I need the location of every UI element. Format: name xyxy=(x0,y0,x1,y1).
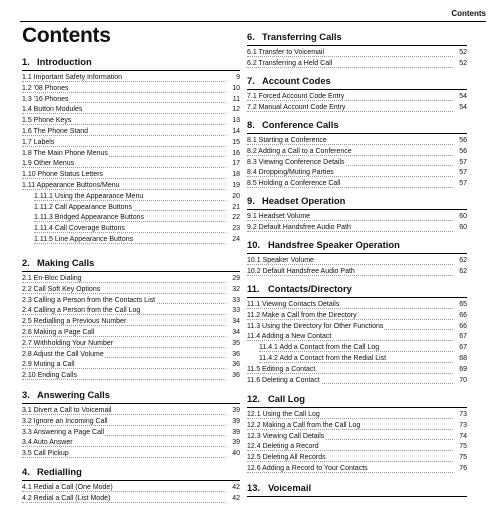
toc-entry[interactable] xyxy=(22,317,240,328)
toc-entry[interactable] xyxy=(247,59,467,70)
entry-page-number: 33 xyxy=(230,296,240,307)
dot-leader xyxy=(247,340,453,341)
entry-page-number: 39 xyxy=(230,406,240,417)
toc-entry[interactable] xyxy=(247,256,467,267)
toc-entry[interactable] xyxy=(22,274,240,285)
entry-label: 11.3 Using the Directory for Other Functions xyxy=(247,322,384,330)
entry-page-number: 76 xyxy=(457,464,467,475)
entry-label: 1.8 The Main Phone Menus xyxy=(22,149,108,157)
entry-label: 3.3 Answering a Page Call xyxy=(22,428,105,436)
entry-label: 3.5 Call Pickup xyxy=(22,450,69,458)
section-rule xyxy=(22,271,240,272)
toc-section xyxy=(22,55,240,246)
section-number: 9. xyxy=(247,195,255,206)
entry-label: 1.2 '08 Phones xyxy=(22,84,69,92)
entry-label: 2.8 Adjust the Call Volume xyxy=(22,350,104,358)
section-title: Making Calls xyxy=(37,257,95,268)
section-heading[interactable] xyxy=(22,465,240,479)
section-title: Redialling xyxy=(37,466,82,477)
dot-leader xyxy=(22,457,226,458)
toc-entry[interactable] xyxy=(247,158,467,169)
header-rule xyxy=(20,21,486,22)
entry-page-number: 19 xyxy=(230,181,240,192)
entry-page-number: 24 xyxy=(230,235,240,246)
section-heading[interactable] xyxy=(247,30,467,44)
entry-page-number: 23 xyxy=(230,224,240,235)
page-title: Contents xyxy=(22,24,111,47)
dot-leader xyxy=(247,176,453,177)
toc-entry[interactable] xyxy=(247,332,467,343)
toc-entry[interactable] xyxy=(22,360,240,371)
toc-entry[interactable] xyxy=(22,235,240,246)
section-number: 3. xyxy=(22,389,30,400)
section-rule xyxy=(247,45,467,46)
entry-page-number: 57 xyxy=(457,179,467,190)
toc-entry[interactable] xyxy=(22,417,240,428)
entry-page-number: 75 xyxy=(457,442,467,453)
toc-entry[interactable] xyxy=(247,147,467,158)
entry-page-number: 69 xyxy=(457,365,467,376)
entry-page-number: 39 xyxy=(230,417,240,428)
entry-label: 11.1 Viewing Contacts Details xyxy=(247,301,340,308)
toc-entry[interactable] xyxy=(247,179,467,190)
entry-page-number: 9 xyxy=(234,73,240,84)
entry-label: 3.2 Ignore an Incoming Call xyxy=(22,417,108,425)
toc-entry[interactable] xyxy=(22,192,240,203)
toc-entry[interactable] xyxy=(247,376,467,387)
section-title: Call Log xyxy=(268,393,305,404)
entry-label: 1.3 '16 Phones xyxy=(22,95,69,103)
entry-page-number: 17 xyxy=(230,159,240,170)
toc-entry[interactable] xyxy=(22,105,240,116)
section-rule xyxy=(247,253,467,254)
dot-leader xyxy=(34,221,226,222)
entry-label: 2.6 Making a Page Call xyxy=(22,328,95,336)
entry-page-number: 10 xyxy=(230,84,240,95)
toc-entry[interactable] xyxy=(22,181,240,192)
section-number: 1. xyxy=(22,56,30,67)
entry-label: 9.1 Headset Volume xyxy=(247,213,311,220)
toc-entry[interactable] xyxy=(247,103,467,114)
section-number: 10. xyxy=(247,239,261,250)
section-title: Transferring Calls xyxy=(262,31,342,42)
entry-page-number: 70 xyxy=(457,376,467,387)
section-heading[interactable] xyxy=(247,282,467,296)
toc-section xyxy=(247,392,467,475)
entry-label: 4.1 Redial a Call (One Mode) xyxy=(22,484,113,491)
toc-entry[interactable] xyxy=(247,48,467,59)
toc-section xyxy=(247,194,467,234)
entry-page-number: 52 xyxy=(457,48,467,59)
entry-page-number: 11 xyxy=(231,95,240,106)
entry-label: 1.1 Important Safety Information xyxy=(22,74,122,81)
entry-label: 6.2 Transferring a Held Call xyxy=(247,59,333,67)
entry-page-number: 39 xyxy=(230,438,240,449)
entry-label: 1.11.4 Call Coverage Buttons xyxy=(34,225,125,233)
toc-entry[interactable] xyxy=(22,328,240,339)
entry-label: 1.10 Phone Status Letters xyxy=(22,171,103,179)
entry-page-number: 36 xyxy=(230,371,240,382)
dot-leader xyxy=(22,314,226,315)
entry-label: 8.3 Viewing Conference Details xyxy=(247,158,345,166)
dot-leader xyxy=(22,113,226,114)
entry-label: 12.2 Making a Call from the Call Log xyxy=(247,421,361,429)
section-title: Contacts/Directory xyxy=(268,283,352,294)
toc-entry[interactable] xyxy=(22,138,240,149)
section-number: 7. xyxy=(247,75,255,86)
entry-label: 12.1 Using the Call Log xyxy=(247,411,320,418)
toc-entry[interactable] xyxy=(247,322,467,333)
entry-page-number: 62 xyxy=(457,256,467,267)
section-number: 11. xyxy=(247,283,260,294)
dot-leader xyxy=(259,351,453,352)
section-heading[interactable] xyxy=(247,118,467,132)
entry-page-number: 67 xyxy=(457,332,467,343)
toc-entry[interactable] xyxy=(247,311,467,322)
section-rule xyxy=(247,297,467,298)
toc-entry[interactable] xyxy=(22,224,240,235)
entry-label: 2.1 En-Bloc Dialing xyxy=(22,275,82,282)
entry-label: 2.10 Ending Calls xyxy=(22,372,77,380)
dot-leader xyxy=(34,232,226,233)
toc-section xyxy=(247,481,467,499)
section-number: 4. xyxy=(22,466,30,477)
entry-page-number: 22 xyxy=(230,213,240,224)
section-rule xyxy=(247,133,467,134)
toc-entry[interactable] xyxy=(22,84,240,95)
entry-page-number: 66 xyxy=(457,322,467,333)
entry-page-number: 60 xyxy=(457,223,467,234)
entry-page-number: 66 xyxy=(457,311,467,322)
entry-label: 7.1 Forced Account Code Entry xyxy=(247,93,345,100)
entry-label: 1.11.3 Bridged Appearance Buttons xyxy=(34,214,145,222)
toc-entry[interactable] xyxy=(247,354,467,365)
toc-entry[interactable] xyxy=(22,203,240,214)
section-title: Answering Calls xyxy=(37,389,110,400)
toc-entry[interactable] xyxy=(22,371,240,382)
toc-section xyxy=(22,388,240,460)
toc-entry[interactable] xyxy=(247,432,467,443)
toc-entry[interactable] xyxy=(22,213,240,224)
section-heading[interactable] xyxy=(22,55,240,69)
entry-page-number: 54 xyxy=(457,103,467,114)
entry-page-number: 39 xyxy=(230,428,240,439)
dot-leader xyxy=(22,379,226,380)
entry-label: 12.3 Viewing Call Details xyxy=(247,432,325,440)
section-number: 13. xyxy=(247,482,261,493)
toc-entry[interactable] xyxy=(247,92,467,103)
toc-section xyxy=(247,74,467,114)
toc-section xyxy=(22,256,240,382)
dot-leader xyxy=(22,178,226,179)
toc-entry[interactable] xyxy=(22,449,240,460)
entry-page-number: 75 xyxy=(457,453,467,464)
dot-leader xyxy=(247,450,453,451)
entry-label: 1.11.2 Call Appearance Buttons xyxy=(34,203,132,211)
dot-leader xyxy=(247,187,453,188)
entry-page-number: 42 xyxy=(230,494,240,505)
entry-label: 11.6 Deleting a Contact xyxy=(247,376,320,384)
entry-label: 10.2 Default Handsfree Audio Path xyxy=(247,267,355,275)
entry-label: 3.1 Divert a Call to Voicemail xyxy=(22,407,112,414)
toc-section xyxy=(247,118,467,190)
entry-label: 2.9 Muting a Call xyxy=(22,361,75,369)
section-heading[interactable] xyxy=(22,256,240,270)
section-rule xyxy=(247,407,467,408)
entry-page-number: 18 xyxy=(230,170,240,181)
dot-leader xyxy=(22,368,226,369)
entry-page-number: 36 xyxy=(230,360,240,371)
toc-entry[interactable] xyxy=(22,159,240,170)
toc-entry[interactable] xyxy=(247,223,467,234)
dot-leader xyxy=(247,461,453,462)
section-rule xyxy=(247,496,467,497)
section-heading[interactable] xyxy=(247,392,467,406)
entry-label: 1.7 Labels xyxy=(22,138,55,146)
toc-entry[interactable] xyxy=(22,438,240,449)
entry-page-number: 73 xyxy=(457,421,467,432)
entry-label: 11.4 Adding a New Contact xyxy=(247,333,332,341)
section-heading[interactable] xyxy=(247,74,467,88)
toc-entry[interactable] xyxy=(22,428,240,439)
entry-label: 2.5 Redialling a Previous Number xyxy=(22,318,127,326)
toc-entry[interactable] xyxy=(22,406,240,417)
entry-page-number: 56 xyxy=(457,147,467,158)
entry-label: 8.5 Holding a Conference Call xyxy=(247,180,341,188)
section-title: Conference Calls xyxy=(262,119,339,130)
toc-entry[interactable] xyxy=(22,306,240,317)
running-header xyxy=(0,0,500,24)
entry-label: 2.4 Calling a Person from the Call Log xyxy=(22,307,141,315)
entry-page-number: 34 xyxy=(230,328,240,339)
entry-label: 12.6 Adding a Record to Your Contacts xyxy=(247,464,368,472)
toc-entry[interactable] xyxy=(22,149,240,160)
section-rule xyxy=(22,403,240,404)
entry-page-number: 32 xyxy=(230,285,240,296)
toc-entry[interactable] xyxy=(22,116,240,127)
entry-page-number: 12 xyxy=(230,105,240,116)
toc-section xyxy=(22,465,240,505)
toc-entry[interactable] xyxy=(247,300,467,311)
entry-page-number: 68 xyxy=(457,354,467,365)
section-rule xyxy=(247,89,467,90)
dot-leader xyxy=(22,167,226,168)
entry-label: 10.1 Speaker Volume xyxy=(247,257,314,264)
entry-label: 1.11.1 Using the Appearance Menu xyxy=(34,192,144,200)
entry-page-number: 34 xyxy=(230,317,240,328)
entry-page-number: 57 xyxy=(457,168,467,179)
section-title: Headset Operation xyxy=(262,195,346,206)
toc-section xyxy=(247,30,467,70)
entry-label: 11.4.2 Add a Contact from the Redial List xyxy=(259,354,387,362)
entry-page-number: 65 xyxy=(457,300,467,311)
entry-page-number: 54 xyxy=(457,92,467,103)
toc-entry[interactable] xyxy=(247,168,467,179)
entry-page-number: 40 xyxy=(230,449,240,460)
entry-label: 2.2 Call Soft Key Options xyxy=(22,285,101,293)
section-number: 8. xyxy=(247,119,255,130)
entry-page-number: 74 xyxy=(457,432,467,443)
section-title: Introduction xyxy=(37,56,92,67)
dot-leader xyxy=(22,124,226,125)
toc-entry[interactable] xyxy=(247,365,467,376)
entry-page-number: 60 xyxy=(457,212,467,223)
section-number: 6. xyxy=(247,31,255,42)
section-number: 2. xyxy=(22,257,30,268)
entry-page-number: 14 xyxy=(230,127,240,138)
toc-entry[interactable] xyxy=(22,296,240,307)
entry-page-number: 16 xyxy=(230,149,240,160)
toc-entry[interactable] xyxy=(22,350,240,361)
toc-entry[interactable] xyxy=(247,464,467,475)
entry-page-number: 20 xyxy=(230,192,240,203)
entry-label: 12.4 Deleting a Record xyxy=(247,443,319,451)
section-heading[interactable] xyxy=(247,481,467,495)
dot-leader xyxy=(22,325,226,326)
entry-label: 11.4.1 Add a Contact from the Call Log xyxy=(259,344,380,352)
toc-entry[interactable] xyxy=(22,127,240,138)
toc-entry[interactable] xyxy=(22,95,240,106)
toc-entry[interactable] xyxy=(22,494,240,505)
entry-label: 11.2 Make a Call from the Directory xyxy=(247,311,357,319)
toc-section xyxy=(247,282,467,386)
entry-label: 6.1 Transfer to Voicemail xyxy=(247,49,325,56)
section-title: Voicemail xyxy=(268,482,312,493)
section-title: Account Codes xyxy=(262,75,331,86)
entry-page-number: 21 xyxy=(230,203,240,214)
toc-entry[interactable] xyxy=(22,170,240,181)
toc-entry[interactable] xyxy=(247,343,467,354)
entry-label: 8.4 Dropping/Muting Parties xyxy=(247,169,334,177)
dot-leader xyxy=(22,446,226,447)
entry-label: 2.3 Calling a Person from the Contacts List xyxy=(22,296,156,304)
toc-entry[interactable] xyxy=(22,285,240,296)
section-title: Handsfree Speaker Operation xyxy=(268,239,400,250)
entry-label: 7.2 Manual Account Code Entry xyxy=(247,103,346,111)
section-rule xyxy=(247,209,467,210)
entry-page-number: 36 xyxy=(230,350,240,361)
entry-page-number: 29 xyxy=(230,274,240,285)
toc-entry[interactable] xyxy=(247,442,467,453)
entry-label: 11.5 Editing a Contact xyxy=(247,365,316,373)
entry-label: 8.2 Adding a Call to a Conference xyxy=(247,147,352,155)
running-header-title: Contents xyxy=(451,9,486,18)
toc-entry[interactable] xyxy=(22,73,240,84)
entry-page-number: 57 xyxy=(457,158,467,169)
toc-section xyxy=(247,238,467,278)
entry-page-number: 73 xyxy=(457,410,467,421)
toc-entry[interactable] xyxy=(247,453,467,464)
entry-label: 1.9 Other Menus xyxy=(22,160,75,168)
entry-page-number: 52 xyxy=(457,59,467,70)
section-number: 12. xyxy=(247,393,261,404)
toc-entry[interactable] xyxy=(247,212,467,223)
section-heading[interactable] xyxy=(247,194,467,208)
entry-page-number: 56 xyxy=(457,136,467,147)
toc-entry[interactable] xyxy=(247,267,467,278)
section-rule xyxy=(22,480,240,481)
toc-entry[interactable] xyxy=(247,421,467,432)
entry-page-number: 67 xyxy=(457,343,467,354)
entry-label: 2.7 Withholding Your Number xyxy=(22,339,114,347)
entry-label: 1.11.5 Line Appearance Buttons xyxy=(34,235,134,243)
toc-entry[interactable] xyxy=(247,410,467,421)
entry-label: 3.4 Auto Answer xyxy=(22,439,73,447)
entry-label: 12.5 Deleting All Records xyxy=(247,454,326,462)
entry-label: 1.11 Appearance Buttons/Menu xyxy=(22,181,120,189)
section-heading[interactable] xyxy=(247,238,467,252)
entry-page-number: 13 xyxy=(230,116,240,127)
entry-label: 8.1 Starting a Conference xyxy=(247,137,327,144)
entry-page-number: 33 xyxy=(230,306,240,317)
toc-entry[interactable] xyxy=(247,136,467,147)
entry-label: 1.5 Phone Keys xyxy=(22,117,72,125)
entry-label: 1.6 The Phone Stand xyxy=(22,127,89,135)
entry-page-number: 35 xyxy=(230,339,240,350)
entry-label: 1.4 Button Modules xyxy=(22,106,83,114)
entry-label: 9.2 Default Handsfree Audio Path xyxy=(247,223,351,231)
toc-entry[interactable] xyxy=(22,483,240,494)
entry-label: 4.2 Redial a Call (List Mode) xyxy=(22,494,111,502)
section-heading[interactable] xyxy=(22,388,240,402)
toc-entry[interactable] xyxy=(22,339,240,350)
entry-page-number: 15 xyxy=(230,138,240,149)
entry-page-number: 62 xyxy=(457,267,467,278)
section-rule xyxy=(22,70,240,71)
entry-page-number: 42 xyxy=(230,483,240,494)
